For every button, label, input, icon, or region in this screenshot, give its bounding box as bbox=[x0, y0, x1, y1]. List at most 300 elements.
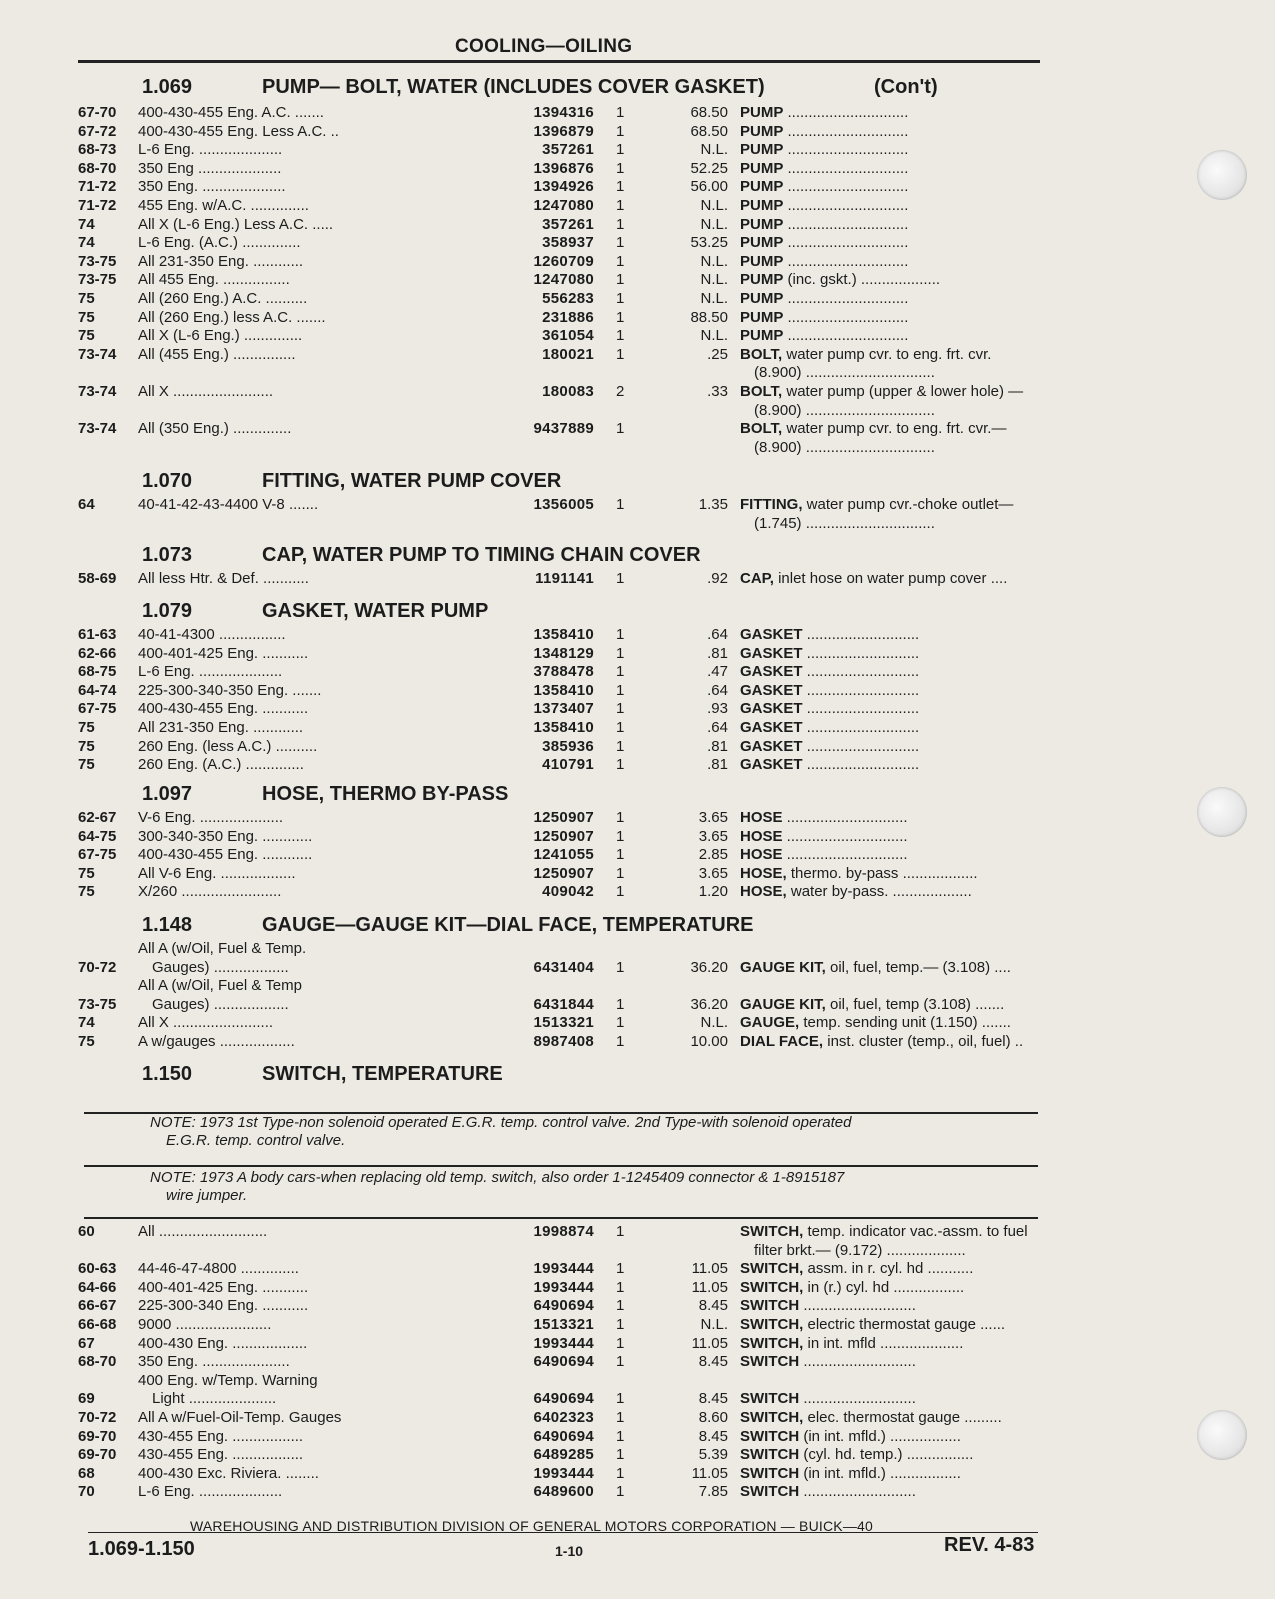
application-line: 430-455 Eng. ................. bbox=[138, 1427, 304, 1445]
description bbox=[740, 346, 1110, 383]
description bbox=[740, 1335, 1110, 1354]
price: 11.05 bbox=[691, 1334, 728, 1352]
table-row bbox=[78, 253, 1048, 272]
binder-hole-top bbox=[1197, 150, 1247, 200]
part-number: 1241055 bbox=[533, 846, 594, 864]
part-number: 361054 bbox=[542, 327, 594, 345]
quantity: 1 bbox=[616, 827, 625, 845]
section-title: CAP, WATER PUMP TO TIMING CHAIN COVER bbox=[262, 544, 701, 566]
part-detail: oil, fuel, temp (3.108) ....... bbox=[825, 995, 1005, 1013]
section-title: SWITCH, TEMPERATURE bbox=[262, 1063, 503, 1085]
part-detail: water pump cvr.-choke outlet— bbox=[802, 496, 1014, 513]
footer-revision: REV. 4-83 bbox=[944, 1534, 1035, 1556]
part-number: 6490694 bbox=[533, 1427, 594, 1445]
quantity: 1 bbox=[616, 1032, 625, 1050]
part-name: HOSE bbox=[740, 827, 783, 845]
model-years: 74 bbox=[78, 1014, 95, 1032]
part-detail-line-2: (8.900) ............................... bbox=[754, 401, 935, 419]
table-row bbox=[78, 663, 1048, 682]
price: N.L. bbox=[700, 271, 728, 289]
quantity: 1 bbox=[616, 420, 625, 438]
application-line: 400-430-455 Eng. A.C. ....... bbox=[138, 104, 324, 121]
part-name: SWITCH, bbox=[740, 1334, 804, 1352]
description bbox=[740, 496, 1110, 533]
quantity: 1 bbox=[616, 737, 625, 755]
quantity: 1 bbox=[616, 700, 625, 718]
table-row bbox=[78, 883, 1048, 902]
section-title: HOSE, THERMO BY-PASS bbox=[262, 783, 509, 805]
section-1-070 bbox=[78, 470, 1048, 533]
parts-rows bbox=[78, 940, 1048, 1052]
description bbox=[740, 645, 1110, 664]
quantity: 1 bbox=[616, 1446, 625, 1464]
section-heading bbox=[78, 544, 1048, 570]
application-line: All 455 Eng. ................ bbox=[138, 271, 290, 289]
table-row bbox=[78, 104, 1048, 123]
application-line: 400-401-425 Eng. ........... bbox=[138, 1278, 309, 1296]
description bbox=[740, 996, 1110, 1015]
price: 10.00 bbox=[690, 1032, 728, 1050]
table-row bbox=[78, 738, 1048, 757]
model-years: 58-69 bbox=[78, 570, 117, 587]
quantity: 1 bbox=[616, 883, 625, 901]
price: 1.35 bbox=[698, 496, 728, 513]
part-name: PUMP bbox=[740, 252, 784, 270]
price: 3.65 bbox=[698, 827, 728, 845]
application-line: X/260 ........................ bbox=[138, 883, 282, 901]
application-line: A w/gauges .................. bbox=[138, 1032, 295, 1050]
part-number: 6431844 bbox=[533, 995, 594, 1013]
section-1-097 bbox=[78, 783, 1048, 902]
application-line: All X ........................ bbox=[138, 1014, 274, 1032]
part-name: GASKET bbox=[740, 718, 803, 736]
quantity: 1 bbox=[616, 864, 625, 882]
table-row bbox=[78, 865, 1048, 884]
part-name: GAUGE, bbox=[740, 1014, 800, 1032]
model-years: 75 bbox=[78, 308, 95, 326]
part-number: 1513321 bbox=[533, 1315, 594, 1333]
table-row bbox=[78, 1428, 1048, 1447]
model-years: 64-75 bbox=[78, 827, 117, 845]
application-line: 260 Eng. (A.C.) .............. bbox=[138, 756, 304, 774]
part-detail: ........................... bbox=[802, 756, 920, 774]
part-detail: ........................... bbox=[802, 644, 920, 662]
table-row bbox=[78, 197, 1048, 216]
application-line: 400 Eng. w/Temp. Warning bbox=[138, 1371, 318, 1389]
description bbox=[740, 809, 1110, 828]
price: N.L. bbox=[700, 327, 728, 345]
part-detail: ........................... bbox=[799, 1353, 916, 1371]
description bbox=[740, 700, 1110, 719]
description bbox=[740, 234, 1110, 253]
model-years: 74 bbox=[78, 215, 95, 233]
model-years: 68 bbox=[78, 1464, 95, 1482]
part-name: PUMP bbox=[740, 234, 784, 252]
application-line: 350 Eng. .................... bbox=[138, 178, 286, 196]
table-row bbox=[78, 940, 1048, 977]
part-number: 1358410 bbox=[533, 626, 594, 643]
model-years: 75 bbox=[78, 718, 95, 736]
table-row bbox=[78, 719, 1048, 738]
model-years: 67-72 bbox=[78, 122, 117, 140]
part-detail: ............................. bbox=[783, 308, 909, 326]
part-number: 6490694 bbox=[533, 1390, 594, 1408]
part-number: 1358410 bbox=[533, 718, 594, 736]
section-number: 1.148 bbox=[142, 914, 193, 936]
part-detail: water pump (upper & lower hole) — bbox=[782, 382, 1024, 400]
part-name: SWITCH bbox=[740, 1464, 800, 1482]
price: 56.00 bbox=[690, 178, 728, 196]
model-years: 68-75 bbox=[78, 663, 117, 681]
part-number: 358937 bbox=[542, 234, 594, 252]
part-number: 9437889 bbox=[533, 420, 594, 438]
part-name: SWITCH bbox=[740, 1427, 800, 1445]
model-years: 75 bbox=[78, 737, 95, 755]
table-row bbox=[78, 570, 1048, 589]
part-name: PUMP bbox=[740, 289, 784, 307]
model-years: 68-70 bbox=[78, 159, 117, 177]
table-row bbox=[78, 327, 1048, 346]
application-line: All X (L-6 Eng.) Less A.C. ..... bbox=[138, 215, 334, 233]
part-detail: in int. mfld .................... bbox=[803, 1334, 964, 1352]
part-detail: ............................. bbox=[783, 178, 909, 196]
section-heading bbox=[78, 470, 1048, 496]
table-row bbox=[78, 234, 1048, 253]
model-years: 66-67 bbox=[78, 1297, 117, 1315]
application-line: 260 Eng. (less A.C.) .......... bbox=[138, 737, 318, 755]
section-1-079 bbox=[78, 600, 1048, 775]
note-a-body: NOTE: 1973 A body cars-when replacing old temp. switch, also order 1-1245409 connector & 1-8915187 wire jumper. bbox=[150, 1169, 845, 1204]
quantity: 1 bbox=[616, 215, 625, 233]
description bbox=[740, 420, 1110, 457]
application-line: All A w/Fuel-Oil-Temp. Gauges bbox=[138, 1408, 342, 1426]
quantity: 1 bbox=[616, 1483, 625, 1501]
table-row bbox=[78, 977, 1048, 1014]
part-number: 1396876 bbox=[533, 159, 594, 177]
quantity: 1 bbox=[616, 141, 625, 159]
description bbox=[740, 846, 1110, 865]
part-name: DIAL FACE, bbox=[740, 1032, 824, 1050]
quantity: 1 bbox=[616, 958, 625, 976]
part-detail: thermo. by-pass .................. bbox=[786, 864, 978, 882]
description bbox=[740, 309, 1110, 328]
model-years: 64-74 bbox=[78, 681, 117, 699]
part-name: SWITCH bbox=[740, 1483, 800, 1501]
model-years: 73-74 bbox=[78, 382, 117, 400]
application-line: All 231-350 Eng. ............ bbox=[138, 252, 304, 270]
price: .92 bbox=[707, 570, 728, 587]
model-years: 70-72 bbox=[78, 1408, 117, 1426]
table-row bbox=[78, 700, 1048, 719]
price: .33 bbox=[707, 382, 728, 400]
description bbox=[740, 959, 1110, 978]
section-title: FITTING, WATER PUMP COVER bbox=[262, 470, 562, 492]
section-heading bbox=[78, 783, 1048, 809]
part-detail: oil, fuel, temp.— (3.108) .... bbox=[825, 958, 1011, 976]
part-detail: ............................. bbox=[783, 196, 909, 214]
table-row bbox=[78, 1297, 1048, 1316]
model-years: 73-74 bbox=[78, 345, 117, 363]
part-number: 1260709 bbox=[533, 252, 594, 270]
part-number: 1356005 bbox=[533, 496, 594, 513]
part-name: GASKET bbox=[740, 737, 803, 755]
table-row bbox=[78, 1335, 1048, 1354]
table-row bbox=[78, 1316, 1048, 1335]
part-detail: ............................. bbox=[783, 327, 909, 345]
table-row bbox=[78, 141, 1048, 160]
part-number: 1394926 bbox=[533, 178, 594, 196]
part-detail: ............................. bbox=[783, 141, 909, 159]
part-detail-line-2: (8.900) ............................... bbox=[754, 364, 935, 382]
application-line: 455 Eng. w/A.C. .............. bbox=[138, 196, 309, 214]
price: 11.05 bbox=[691, 1464, 728, 1482]
description bbox=[740, 271, 1110, 290]
application-line: All A (w/Oil, Fuel & Temp bbox=[138, 977, 302, 995]
part-name: PUMP bbox=[740, 308, 784, 326]
table-row bbox=[78, 216, 1048, 235]
part-name: SWITCH bbox=[740, 1390, 800, 1408]
application-line: All (350 Eng.) .............. bbox=[138, 420, 292, 438]
part-detail: water pump cvr. to eng. frt. cvr. bbox=[782, 345, 992, 363]
section-number: 1.070 bbox=[142, 470, 193, 492]
part-name: CAP, bbox=[740, 570, 774, 587]
description bbox=[740, 883, 1110, 902]
price: 36.20 bbox=[690, 995, 728, 1013]
table-row bbox=[78, 1033, 1048, 1052]
quantity: 1 bbox=[616, 252, 625, 270]
quantity: 1 bbox=[616, 1278, 625, 1296]
part-detail: ............................. bbox=[783, 215, 909, 233]
quantity: 1 bbox=[616, 327, 625, 345]
description bbox=[740, 197, 1110, 216]
quantity: 1 bbox=[616, 104, 625, 121]
description bbox=[740, 1014, 1110, 1033]
part-detail: (in int. mfld.) ................. bbox=[799, 1464, 961, 1482]
part-name: GASKET bbox=[740, 644, 803, 662]
application-line: L-6 Eng. (A.C.) .............. bbox=[138, 234, 301, 252]
price: 68.50 bbox=[690, 104, 728, 121]
application-line: 400-430 Exc. Riviera. ........ bbox=[138, 1464, 319, 1482]
table-row bbox=[78, 1465, 1048, 1484]
description bbox=[740, 1446, 1110, 1465]
part-name: BOLT, bbox=[740, 382, 783, 400]
description bbox=[740, 738, 1110, 757]
model-years: 74 bbox=[78, 234, 95, 252]
section-title: GASKET, WATER PUMP bbox=[262, 600, 489, 622]
price: .25 bbox=[707, 345, 728, 363]
price: N.L. bbox=[700, 1014, 728, 1032]
part-name: SWITCH bbox=[740, 1297, 800, 1315]
continued-label: (Con't) bbox=[874, 76, 938, 98]
description bbox=[740, 1353, 1110, 1372]
price: 1.20 bbox=[698, 883, 728, 901]
model-years: 75 bbox=[78, 756, 95, 774]
section-number: 1.079 bbox=[142, 600, 193, 622]
quantity: 1 bbox=[616, 1390, 625, 1408]
model-years: 69-70 bbox=[78, 1446, 117, 1464]
quantity: 1 bbox=[616, 1334, 625, 1352]
description bbox=[740, 383, 1110, 420]
description bbox=[740, 1428, 1110, 1447]
part-name: HOSE bbox=[740, 809, 783, 826]
part-detail: temp. sending unit (1.150) ....... bbox=[799, 1014, 1011, 1032]
footer-range: 1.069-1.150 bbox=[88, 1538, 195, 1560]
description bbox=[740, 1483, 1110, 1502]
part-number: 1993444 bbox=[533, 1278, 594, 1296]
table-row bbox=[78, 682, 1048, 701]
description bbox=[740, 160, 1110, 179]
part-name: GAUGE KIT, bbox=[740, 958, 826, 976]
price: 8.45 bbox=[698, 1297, 728, 1315]
price: N.L. bbox=[700, 196, 728, 214]
parts-rows bbox=[78, 626, 1048, 775]
part-detail: (cyl. hd. temp.) ................ bbox=[799, 1446, 974, 1464]
model-years: 64 bbox=[78, 496, 95, 513]
part-name: PUMP bbox=[740, 196, 784, 214]
quantity: 1 bbox=[616, 663, 625, 681]
part-name: GAUGE KIT, bbox=[740, 995, 826, 1013]
description bbox=[740, 290, 1110, 309]
part-detail: (in int. mfld.) ................. bbox=[799, 1427, 961, 1445]
quantity: 1 bbox=[616, 846, 625, 864]
part-number: 410791 bbox=[542, 756, 594, 774]
part-number: 6402323 bbox=[533, 1408, 594, 1426]
quantity: 1 bbox=[616, 570, 625, 587]
part-number: 1250907 bbox=[533, 864, 594, 882]
part-name: HOSE, bbox=[740, 883, 787, 901]
quantity: 1 bbox=[616, 289, 625, 307]
section-heading bbox=[78, 914, 1048, 940]
description bbox=[740, 141, 1110, 160]
parts-rows bbox=[78, 496, 1048, 533]
part-detail: ........................... bbox=[802, 700, 920, 718]
application-line: V-6 Eng. .................... bbox=[138, 809, 284, 826]
section-heading bbox=[78, 1063, 1048, 1089]
description bbox=[740, 719, 1110, 738]
application-line: All A (w/Oil, Fuel & Temp. bbox=[138, 940, 307, 957]
parts-rows bbox=[78, 1223, 1048, 1502]
part-detail: ........................... bbox=[802, 718, 920, 736]
application-line: 400-430 Eng. .................. bbox=[138, 1334, 308, 1352]
part-detail: ........................... bbox=[802, 737, 920, 755]
part-name: SWITCH bbox=[740, 1446, 800, 1464]
table-row bbox=[78, 846, 1048, 865]
model-years: 67-75 bbox=[78, 846, 117, 864]
quantity: 1 bbox=[616, 1223, 625, 1240]
section-title: PUMP— BOLT, WATER (INCLUDES COVER GASKET) bbox=[262, 76, 765, 98]
part-detail: ........................... bbox=[802, 663, 920, 681]
table-row bbox=[78, 1409, 1048, 1428]
part-number: 1373407 bbox=[533, 700, 594, 718]
model-years: 69 bbox=[78, 1390, 95, 1408]
part-detail: ........................... bbox=[799, 1483, 916, 1501]
footer-division: WAREHOUSING AND DISTRIBUTION DIVISION OF GENERAL MOTORS CORPORATION — BUICK—40 bbox=[190, 1518, 874, 1534]
price: 11.05 bbox=[691, 1278, 728, 1296]
model-years: 60 bbox=[78, 1223, 95, 1240]
table-row bbox=[78, 1353, 1048, 1372]
application-line: 44-46-47-4800 .............. bbox=[138, 1260, 299, 1278]
running-title: COOLING—OILING bbox=[455, 36, 633, 57]
price: .64 bbox=[707, 681, 728, 699]
application-line: All V-6 Eng. .................. bbox=[138, 864, 296, 882]
application-line: 300-340-350 Eng. ............ bbox=[138, 827, 313, 845]
application-line: 225-300-340 Eng. ........... bbox=[138, 1297, 309, 1315]
quantity: 1 bbox=[616, 644, 625, 662]
price: 2.85 bbox=[698, 846, 728, 864]
part-number: 1998874 bbox=[533, 1223, 594, 1240]
application-line: 400-401-425 Eng. ........... bbox=[138, 644, 309, 662]
part-detail: ............................. bbox=[782, 846, 908, 864]
price: 36.20 bbox=[690, 958, 728, 976]
table-row bbox=[78, 290, 1048, 309]
section-number: 1.069 bbox=[142, 76, 193, 98]
part-detail: temp. indicator vac.-assm. to fuel bbox=[803, 1223, 1028, 1240]
price: .93 bbox=[707, 700, 728, 718]
part-detail: electric thermostat gauge ...... bbox=[803, 1315, 1006, 1333]
table-row bbox=[78, 756, 1048, 775]
part-detail: ............................. bbox=[782, 809, 908, 826]
part-detail: ........................... bbox=[799, 1390, 916, 1408]
part-number: 385936 bbox=[542, 737, 594, 755]
quantity: 1 bbox=[616, 1408, 625, 1426]
application-line: L-6 Eng. .................... bbox=[138, 1483, 283, 1501]
price: 53.25 bbox=[690, 234, 728, 252]
model-years: 62-66 bbox=[78, 644, 117, 662]
table-row bbox=[78, 1014, 1048, 1033]
part-number: 1394316 bbox=[533, 104, 594, 121]
part-name: GASKET bbox=[740, 700, 803, 718]
description bbox=[740, 1223, 1110, 1260]
application-line: All (455 Eng.) ............... bbox=[138, 345, 296, 363]
description bbox=[740, 756, 1110, 775]
section-1-148 bbox=[78, 914, 1048, 1052]
model-years: 73-75 bbox=[78, 252, 117, 270]
application-line: All (260 Eng.) less A.C. ....... bbox=[138, 308, 326, 326]
part-number: 1250907 bbox=[533, 809, 594, 826]
part-detail: ............................. bbox=[783, 234, 909, 252]
description bbox=[740, 570, 1110, 589]
description bbox=[740, 123, 1110, 142]
price: N.L. bbox=[700, 141, 728, 159]
description bbox=[740, 663, 1110, 682]
description bbox=[740, 178, 1110, 197]
part-name: BOLT, bbox=[740, 345, 783, 363]
description bbox=[740, 104, 1110, 123]
quantity: 1 bbox=[616, 271, 625, 289]
model-years: 69-70 bbox=[78, 1427, 117, 1445]
part-number: 1250907 bbox=[533, 827, 594, 845]
quantity: 1 bbox=[616, 626, 625, 643]
part-number: 1247080 bbox=[533, 271, 594, 289]
model-years: 75 bbox=[78, 1032, 95, 1050]
part-name: SWITCH bbox=[740, 1353, 800, 1371]
part-number: 357261 bbox=[542, 141, 594, 159]
application-line: All X (L-6 Eng.) .............. bbox=[138, 327, 303, 345]
description bbox=[740, 682, 1110, 701]
price: .81 bbox=[707, 756, 728, 774]
part-detail: water by-pass. ................... bbox=[786, 883, 972, 901]
quantity: 1 bbox=[616, 1464, 625, 1482]
part-number: 6489600 bbox=[533, 1483, 594, 1501]
description bbox=[740, 327, 1110, 346]
part-number: 1513321 bbox=[533, 1014, 594, 1032]
table-row bbox=[78, 1446, 1048, 1465]
footer-page-number: 1-10 bbox=[555, 1543, 584, 1559]
part-number: 180021 bbox=[542, 345, 594, 363]
description bbox=[740, 1033, 1110, 1052]
part-number: 1993444 bbox=[533, 1334, 594, 1352]
model-years: 67 bbox=[78, 1334, 95, 1352]
